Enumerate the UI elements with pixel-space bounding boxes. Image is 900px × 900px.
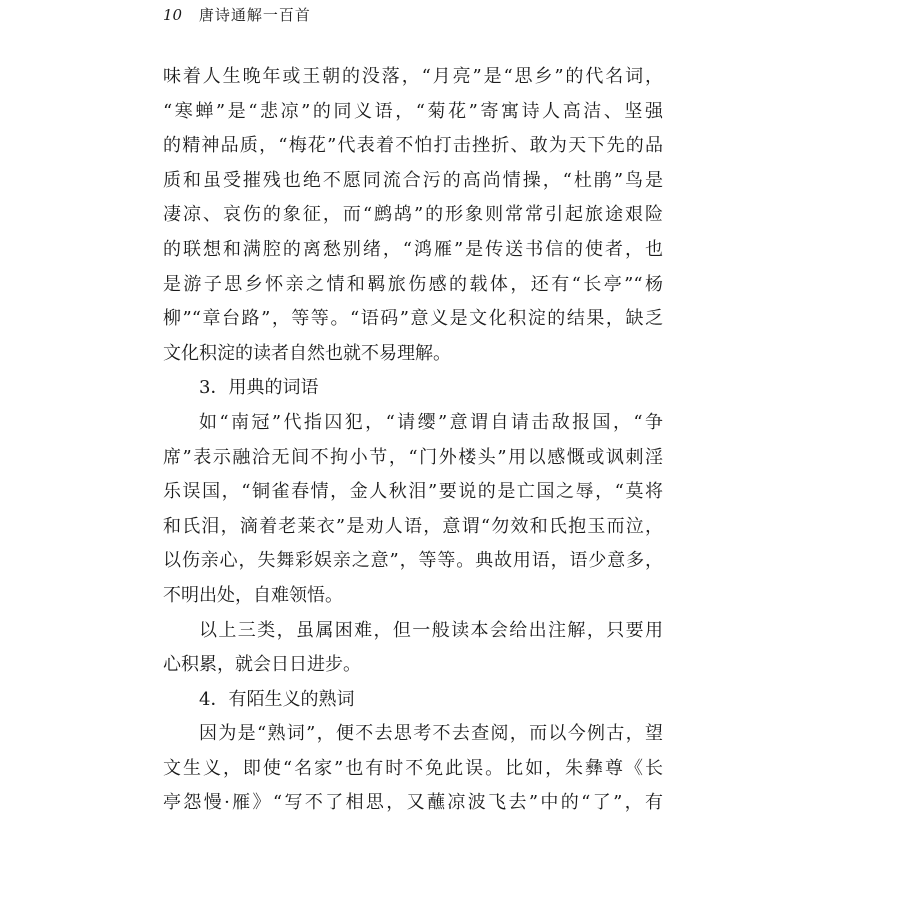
text-line: 和氏泪，滴着老莱衣”是劝人语，意谓“勿效和氏抱玉而泣， — [163, 515, 663, 537]
text-line: 是游子思乡怀亲之情和羁旅伤感的载体，还有“长亭”“杨 — [163, 273, 663, 295]
text-line: 以伤亲心，失舞彩娱亲之意”，等等。典故用语，语少意多， — [163, 550, 663, 572]
running-header — [163, 4, 311, 26]
text-line: 乐误国，“铜雀春情，金人秋泪”要说的是亡国之辱，“莫将 — [163, 481, 663, 503]
text-line: 的精神品质，“梅花”代表着不怕打击挫折、敢为天下先的品 — [163, 135, 663, 157]
text-line: 不明出处，自难领悟。 — [163, 584, 343, 606]
text-line: 4．有陌生义的熟词 — [199, 688, 355, 710]
text-line: 亭怨慢·雁》“写不了相思，又蘸凉波飞去”中的“了”，有 — [163, 792, 663, 814]
page-number: 10 — [163, 6, 183, 24]
body-text — [163, 60, 663, 821]
text-line: 心积累，就会日日进步。 — [163, 654, 361, 676]
text-line: “寒蝉”是“悲凉”的同义语，“菊花”寄寓诗人高洁、坚强 — [163, 100, 663, 122]
text-line: 3．用典的词语 — [199, 377, 319, 399]
book-title: 唐诗通解一百首 — [198, 6, 311, 24]
text-line: 质和虽受摧残也绝不愿同流合污的高尚情操，“杜鹃”鸟是 — [163, 169, 663, 191]
text-line: 因为是“熟词”，便不去思考不去查阅，而以今例古，望 — [199, 723, 663, 745]
text-line: 以上三类，虽属困难，但一般读本会给出注解，只要用 — [199, 619, 663, 641]
text-line: 如“南冠”代指囚犯，“请缨”意谓自请击敌报国，“争 — [199, 411, 663, 433]
text-line: 的联想和满腔的离愁别绪，“鸿雁”是传送书信的使者，也 — [163, 238, 663, 260]
text-line: 味着人生晚年或王朝的没落，“月亮”是“思乡”的代名词， — [163, 66, 663, 87]
text-line: 柳”“章台路”，等等。“语码”意义是文化积淀的结果，缺乏 — [163, 308, 663, 330]
text-line: 席”表示融洽无间不拘小节，“门外楼头”用以感慨或讽刺淫 — [163, 446, 663, 468]
text-line: 文生义，即使“名家”也有时不免此误。比如，朱彝尊《长 — [163, 757, 663, 779]
text-line: 凄凉、哀伤的象征，而“鹧鸪”的形象则常常引起旅途艰险 — [163, 204, 663, 226]
text-line: 文化积淀的读者自然也就不易理解。 — [163, 342, 451, 364]
